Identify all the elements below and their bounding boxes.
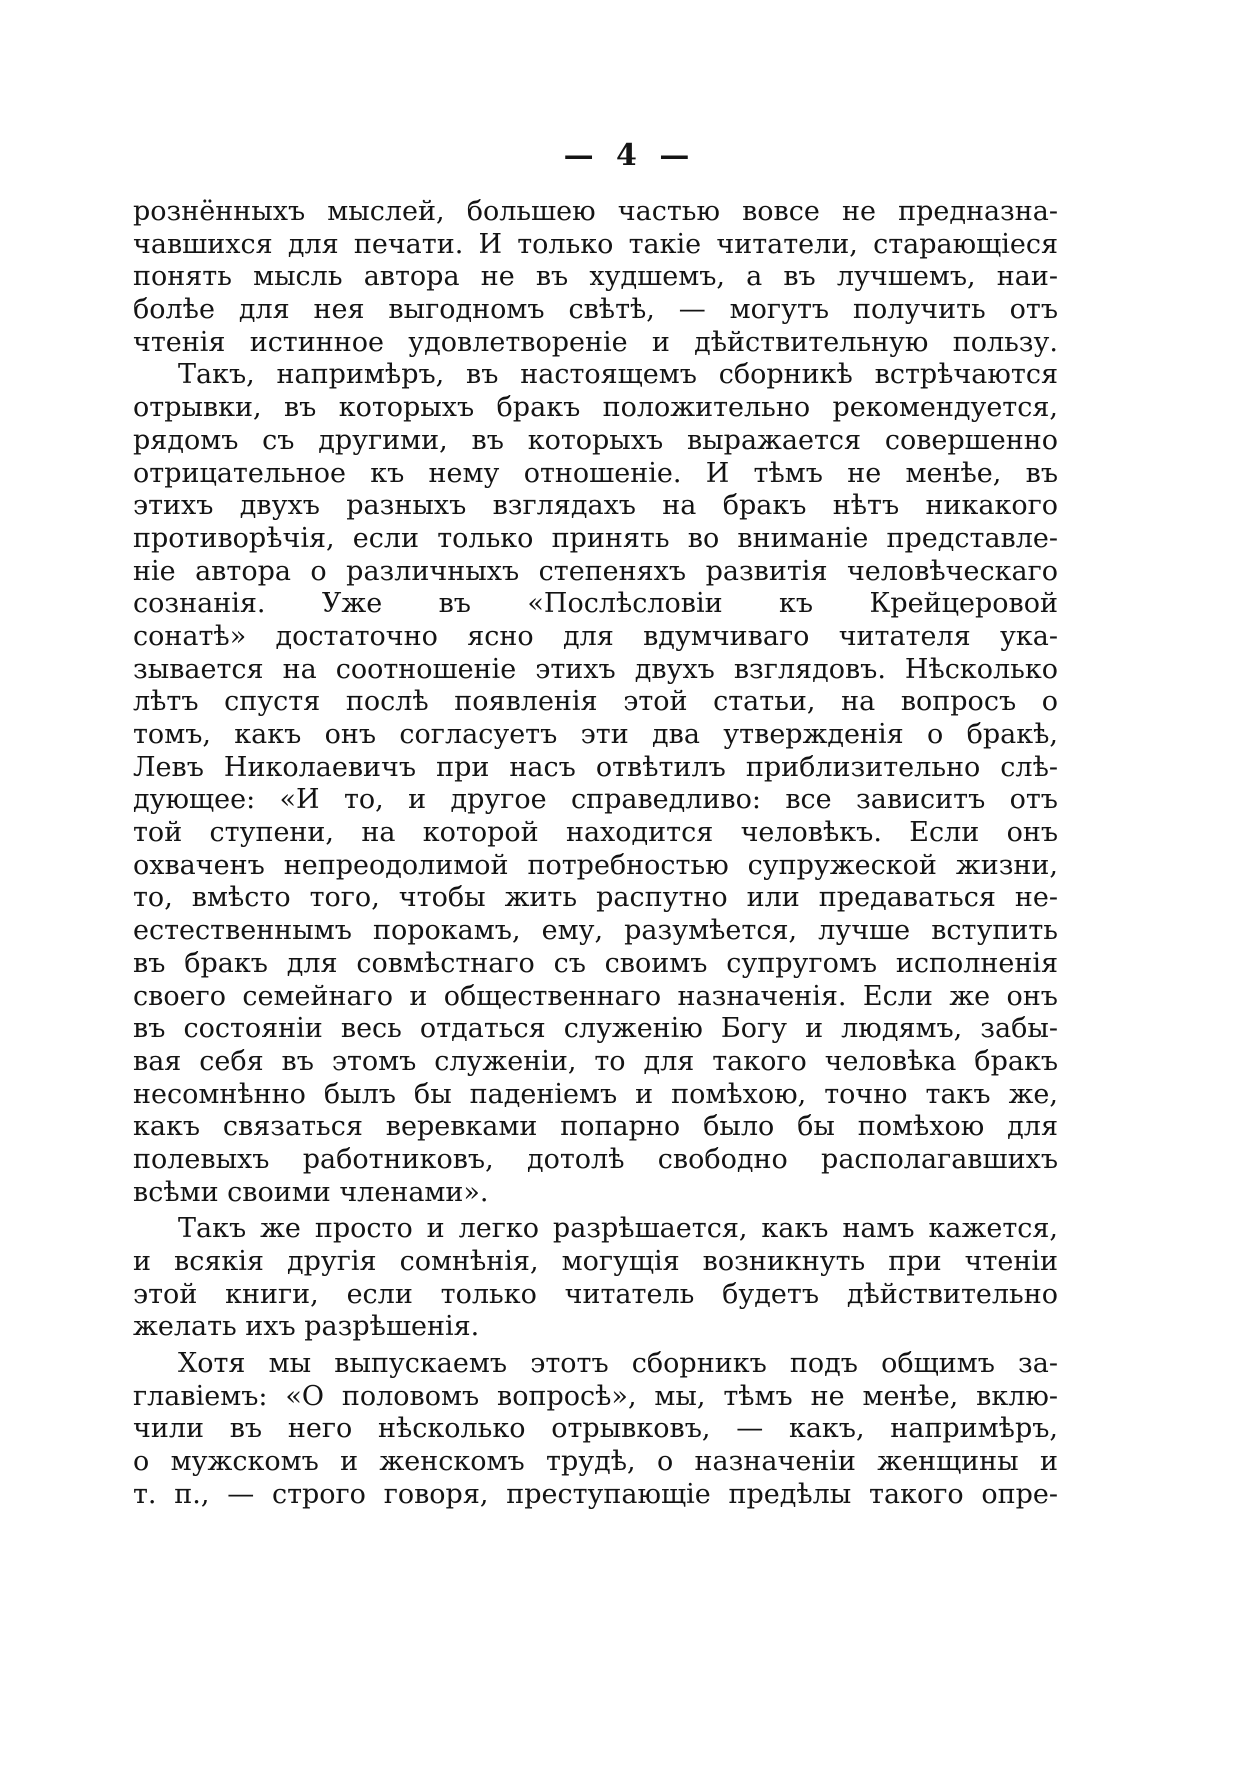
text-line: о мужскомъ и женскомъ трудѣ, о назначеніи женщины и [133,1446,1058,1478]
text-line: и всякія другія сомнѣнія, могущія возникнуть при чтеніи [133,1246,1058,1277]
paragraph [133,359,1058,1209]
paragraph [133,1213,1058,1344]
text-line: чтенія истинное удовлетвореніе и дѣйствительную пользу. [133,326,1058,358]
text-line: главіемъ: «О половомъ вопросѣ», мы, тѣмъ не менѣе, вклю- [133,1380,1058,1412]
text-line: т. п., — строго говоря, преступающіе предѣлы такого опре- [133,1478,1058,1510]
body-text [133,196,1058,1512]
paragraph [133,1348,1058,1511]
text-line: чили въ него нѣсколько отрывковъ, — какъ, напримѣръ, [133,1413,1058,1445]
text-line: понять мысль автора не въ худшемъ, а въ лучшемъ, наи- [133,261,1058,293]
text-line: Такъ, напримѣръ, въ настоящемъ сборникѣ встрѣчаются [178,359,1058,391]
text-line: охваченъ непреодолимой потребностью супружеской жизни, [133,849,1058,881]
text-line: отрицательное къ нему отношеніе. И тѣмъ не менѣе, въ [133,457,1058,489]
text-line: въ состояніи весь отдаться служенію Богу и людямъ, забы- [133,1013,1058,1045]
text-line: Такъ же просто и легко разрѣшается, какъ намъ кажется, [178,1213,1058,1245]
text-line: ніе автора о различныхъ степеняхъ развитія человѣческаго [133,555,1058,587]
text-line: сонатѣ» достаточно ясно для вдумчиваго читателя ука- [133,620,1058,652]
text-line: всѣми своими членами». [133,1176,489,1208]
paragraph [133,196,1058,359]
text-line: томъ, какъ онъ согласуетъ эти два утвержденія о бракѣ, [133,719,1058,750]
text-line: болѣе для нея выгодномъ свѣтѣ, — могутъ получить отъ [133,294,1058,326]
text-line: зывается на соотношеніе этихъ двухъ взглядовъ. Нѣсколько [133,653,1058,685]
text-line: дующее: «И то, и другое справедливо: все зависитъ отъ [133,784,1058,816]
text-line: Хотя мы выпускаемъ этотъ сборникъ подъ общимъ за- [178,1348,1058,1380]
text-line: естественнымъ порокамъ, ему, разумѣется, лучше вступить [133,915,1058,947]
text-line: противорѣчія, если только принять во вниманіе представле- [133,522,1058,554]
text-line: какъ связаться веревками попарно было бы помѣхою для [133,1111,1058,1143]
text-line: той ступени, на которой находится человѣкъ. Если онъ [133,817,1058,849]
text-line: этой книги, если только читатель будетъ дѣйствительно [133,1278,1058,1310]
text-line: чавшихся для печати. И только такіе читатели, старающіеся [133,228,1058,260]
text-line: этихъ двухъ разныхъ взглядахъ на бракъ нѣтъ никакого [133,490,1058,522]
page-number: — 4 — [563,138,696,173]
text-line: вая себя въ этомъ служеніи, то для такого человѣка бракъ [133,1045,1058,1077]
text-line: лѣтъ спустя послѣ появленія этой статьи, на вопросъ о [133,686,1058,718]
text-line: Левъ Николаевичъ при насъ отвѣтилъ приблизительно слѣ- [133,751,1058,783]
text-line: то, вмѣсто того, чтобы жить распутно или предаваться не- [133,882,1058,914]
text-line: желать ихъ разрѣшенія. [133,1311,480,1343]
text-line: рядомъ съ другими, въ которыхъ выражается совершенно [133,424,1058,456]
text-line: несомнѣнно былъ бы паденіемъ и помѣхою, точно такъ же, [133,1078,1058,1110]
text-line: полевыхъ работниковъ, дотолѣ свободно располагавшихъ [133,1143,1058,1175]
text-line: отрывки, въ которыхъ бракъ положительно рекомендуется, [133,392,1058,424]
text-line: въ бракъ для совмѣстнаго съ своимъ супругомъ исполненія [133,947,1058,979]
text-line: своего семейнаго и общественнаго назначенія. Если же онъ [133,980,1058,1012]
text-line: сознанія. Уже въ «Послѣсловіи къ Крейцеровой [133,588,1058,620]
text-line: рознённыхъ мыслей, большею частью вовсе не предназна- [133,196,1058,227]
